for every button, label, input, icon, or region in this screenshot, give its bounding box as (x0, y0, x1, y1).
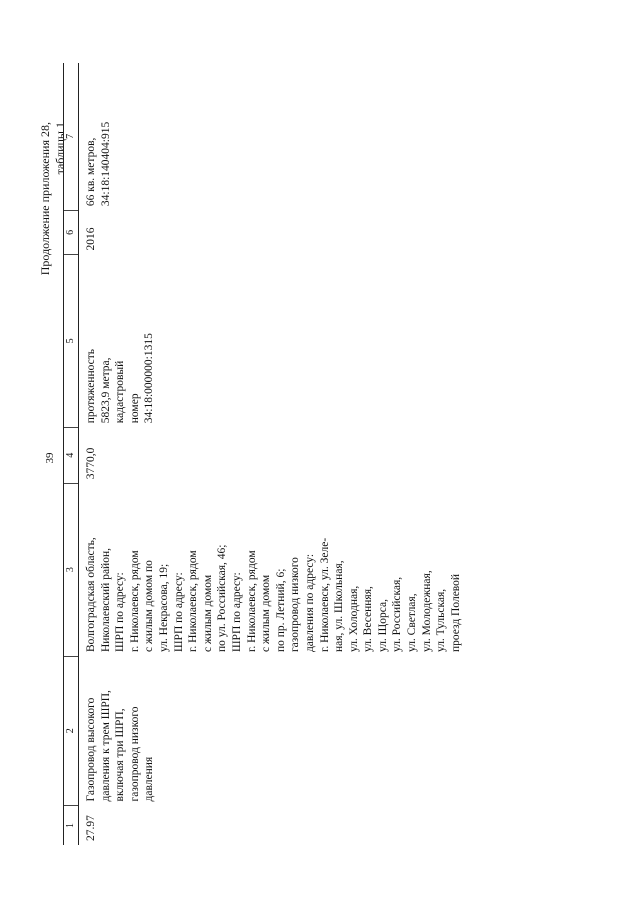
header-col-6: 6 (64, 210, 79, 254)
object-characteristics: протяженность 5823,9 метра, кадастровый номер 34:18:000000:1315 (85, 333, 156, 424)
row-number: 27.97 (85, 815, 97, 841)
table-header-row (64, 63, 79, 845)
header-col-3: 3 (64, 483, 79, 656)
page-number: 39 (44, 452, 56, 464)
object-value: 3770,0 (85, 447, 97, 480)
header-col-1: 1 (64, 805, 79, 845)
object-year: 2016 (85, 227, 97, 251)
table-row (79, 63, 464, 845)
header-col-7: 7 (64, 63, 79, 210)
property-table (63, 63, 463, 845)
object-address: Волгоградская область, Николаевский район, ШРП по адресу: г. Николаевск, рядом с жилым домом по ул. Некрасова, 19; ШРП по адресу: г. Николаевск, рядом с жилым домом по ул. Российская, 46; ШРП по адресу: г. Николаевск, рядом с жилым домом по пр. Летний, 6; газопровод низкого давления по адресу: г. Николаевск, ул. Зеле- ная, ул. Школьная, ул. Холодная, ул. Весенняя, ул. Щорса, ул. Российская, ул. Светлая, ул. Молодежная, ул. Тульская, проезд Полевой (85, 537, 462, 653)
caption-line-1: Продолжение приложения 28, (38, 122, 52, 276)
header-col-5: 5 (64, 254, 79, 427)
caption-line-2: таблицы 1 (53, 122, 67, 175)
header-col-2: 2 (64, 656, 79, 805)
header-col-4: 4 (64, 427, 79, 483)
object-extra: 66 кв. метров, 34:18:140404:915 (85, 121, 112, 207)
object-name: Газопровод высокого давления к трем ШРП, включая три ШРП, газопровод низкого давления (85, 690, 156, 802)
